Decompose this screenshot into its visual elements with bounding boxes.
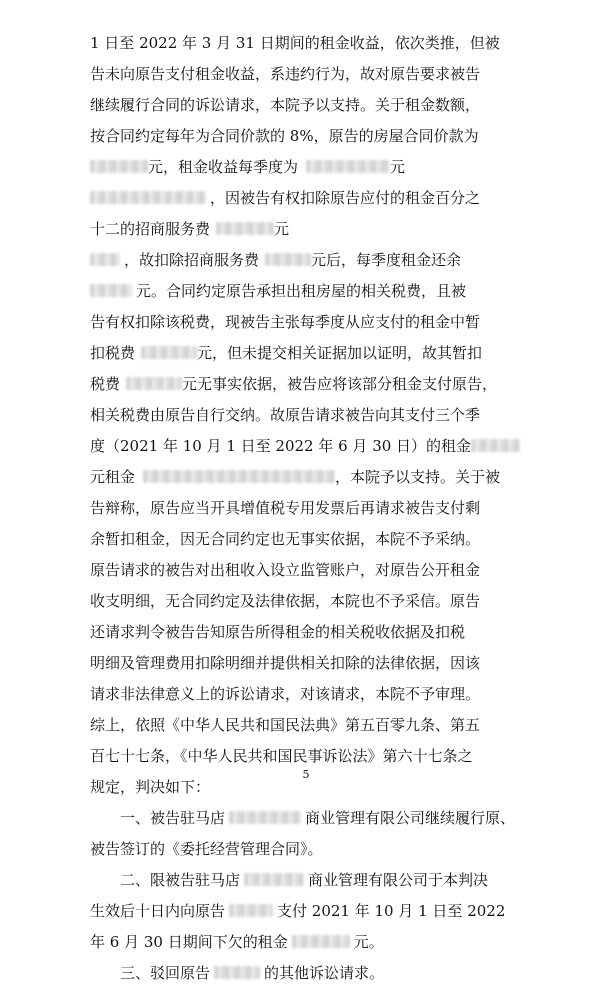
text-line xyxy=(90,430,520,461)
text-run: 元 xyxy=(390,158,406,176)
text-line xyxy=(90,120,520,151)
text-run: 相关税费由原告自行交纳。故原告请求被告向其支付三个季 xyxy=(90,406,481,424)
text-run: 原告请求的被告对出租收入设立监管账户，对原告公开租金 xyxy=(90,561,481,579)
text-line xyxy=(90,368,520,399)
text-line xyxy=(90,399,520,430)
text-run: 告辩称，原告应当开具增值税专用发票后再请求被告支付剩 xyxy=(90,499,481,517)
text-line xyxy=(90,523,520,554)
redacted-amount xyxy=(143,470,335,483)
text-run: 综上，依照《中华人民共和国民法典》第五百零九条、第五 xyxy=(90,716,481,734)
redacted-name xyxy=(214,966,260,979)
text-run: 十二的招商服务费 xyxy=(90,220,211,238)
text-line xyxy=(90,213,520,244)
text-run: 百七十七条，《中华人民共和国民事诉讼法》第六十七条之 xyxy=(90,747,473,765)
redacted-amount xyxy=(471,439,520,452)
redacted-name xyxy=(244,873,304,886)
text-line xyxy=(90,709,520,740)
text-line xyxy=(90,337,520,368)
text-run: 元租金 xyxy=(90,468,136,486)
redacted-amount xyxy=(90,160,148,173)
redacted-amount xyxy=(90,191,206,204)
judgment-body-text xyxy=(90,27,520,988)
redacted-name xyxy=(229,904,273,917)
text-line xyxy=(90,492,520,523)
text-run: 的其他诉讼请求。 xyxy=(264,964,385,982)
text-run: 三、驳回原告 xyxy=(120,964,211,982)
text-line xyxy=(90,647,520,678)
text-run: 支付 2021 年 10 月 1 日至 2022 xyxy=(277,902,506,920)
text-run: 扣税费 xyxy=(90,344,136,362)
text-run: ，因被告有权扣除原告应付的租金百分之 xyxy=(210,189,481,207)
redacted-amount xyxy=(90,253,120,266)
text-line xyxy=(90,926,520,957)
text-line xyxy=(90,89,520,120)
text-line xyxy=(90,275,520,306)
text-line xyxy=(90,151,520,182)
text-run: 一、被告驻马店 xyxy=(120,809,226,827)
text-line xyxy=(90,895,520,926)
text-line xyxy=(90,585,520,616)
redacted-amount xyxy=(265,253,311,266)
judgment-item-1 xyxy=(90,802,520,833)
text-line xyxy=(90,678,520,709)
text-run: 元后，每季度租金还余 xyxy=(311,251,462,269)
text-line xyxy=(90,182,520,213)
redacted-amount xyxy=(292,935,350,948)
text-line xyxy=(90,616,520,647)
text-run: 告未向原告支付租金收益，系违约行为，故对原告要求被告 xyxy=(90,65,481,83)
text-run: 度（2021 年 10 月 1 日至 2022 年 6 月 30 日）的租金 xyxy=(90,437,472,455)
text-line xyxy=(90,833,520,864)
text-run: 请求非法律意义上的诉讼请求，对该请求，本院不予审理。 xyxy=(90,685,481,703)
text-run: 二、限被告驻马店 xyxy=(120,871,241,889)
text-run: 元。合同约定原告承担出租房屋的相关税费，且被 xyxy=(136,282,467,300)
text-run: 收支明细，无合同约定及法律依据，本院也不予采信。原告 xyxy=(90,592,481,610)
page-number: 5 xyxy=(302,768,310,781)
text-run: 规定，判决如下： xyxy=(90,778,211,796)
text-run: 元，但未提交相关证据加以证明，故其暂扣 xyxy=(197,344,483,362)
text-run: 商业管理有限公司继续履行原、 xyxy=(305,809,516,827)
text-line xyxy=(90,554,520,585)
text-run: 税费 xyxy=(90,375,121,393)
text-run: 余暂扣租金，因无合同约定也无事实依据，本院不予采纳。 xyxy=(90,530,481,548)
text-run: 商业管理有限公司于本判决 xyxy=(308,871,489,889)
text-run: ，故扣除招商服务费 xyxy=(124,251,260,269)
text-run: 元。 xyxy=(353,933,384,951)
judgment-item-2 xyxy=(90,864,520,895)
text-run: ，本院予以支持。关于被 xyxy=(335,468,501,486)
text-line xyxy=(90,244,520,275)
text-line xyxy=(90,740,520,771)
text-run: 元，租金收益每季度为 xyxy=(148,158,299,176)
text-run: 被告签订的《委托经营管理合同》。 xyxy=(90,840,323,858)
redacted-amount xyxy=(141,346,197,359)
redacted-amount xyxy=(90,284,132,297)
text-run: 明细及管理费用扣除明细并提供相关扣除的法律依据，因该 xyxy=(90,654,481,672)
text-run: 按合同约定每年为合同价款的 8%，原告的房屋合同价款为 xyxy=(90,127,479,145)
text-run: 元 xyxy=(274,220,290,238)
text-run: 告有权扣除该税费，现被告主张每季度从应支付的租金中暂 xyxy=(90,313,481,331)
redacted-amount xyxy=(126,377,182,390)
redacted-amount xyxy=(306,160,390,173)
text-run: 生效后十日内向原告 xyxy=(90,902,226,920)
text-run: 还请求判令被告告知原告所得租金的相关税收依据及扣税 xyxy=(90,623,466,641)
text-line xyxy=(90,306,520,337)
judgment-item-3 xyxy=(90,957,520,988)
text-run: 1 日至 2022 年 3 月 31 日期间的租金收益，依次类推，但被 xyxy=(90,34,500,52)
text-line xyxy=(90,461,520,492)
text-line xyxy=(90,58,520,89)
text-run: 继续履行合同的诉讼请求，本院予以支持。关于租金数额， xyxy=(90,96,481,114)
text-line xyxy=(90,27,520,58)
text-run: 元无事实依据，被告应将该部分租金支付原告， xyxy=(182,375,498,393)
redacted-amount xyxy=(216,222,274,235)
text-run: 年 6 月 30 日期间下欠的租金 xyxy=(90,933,288,951)
